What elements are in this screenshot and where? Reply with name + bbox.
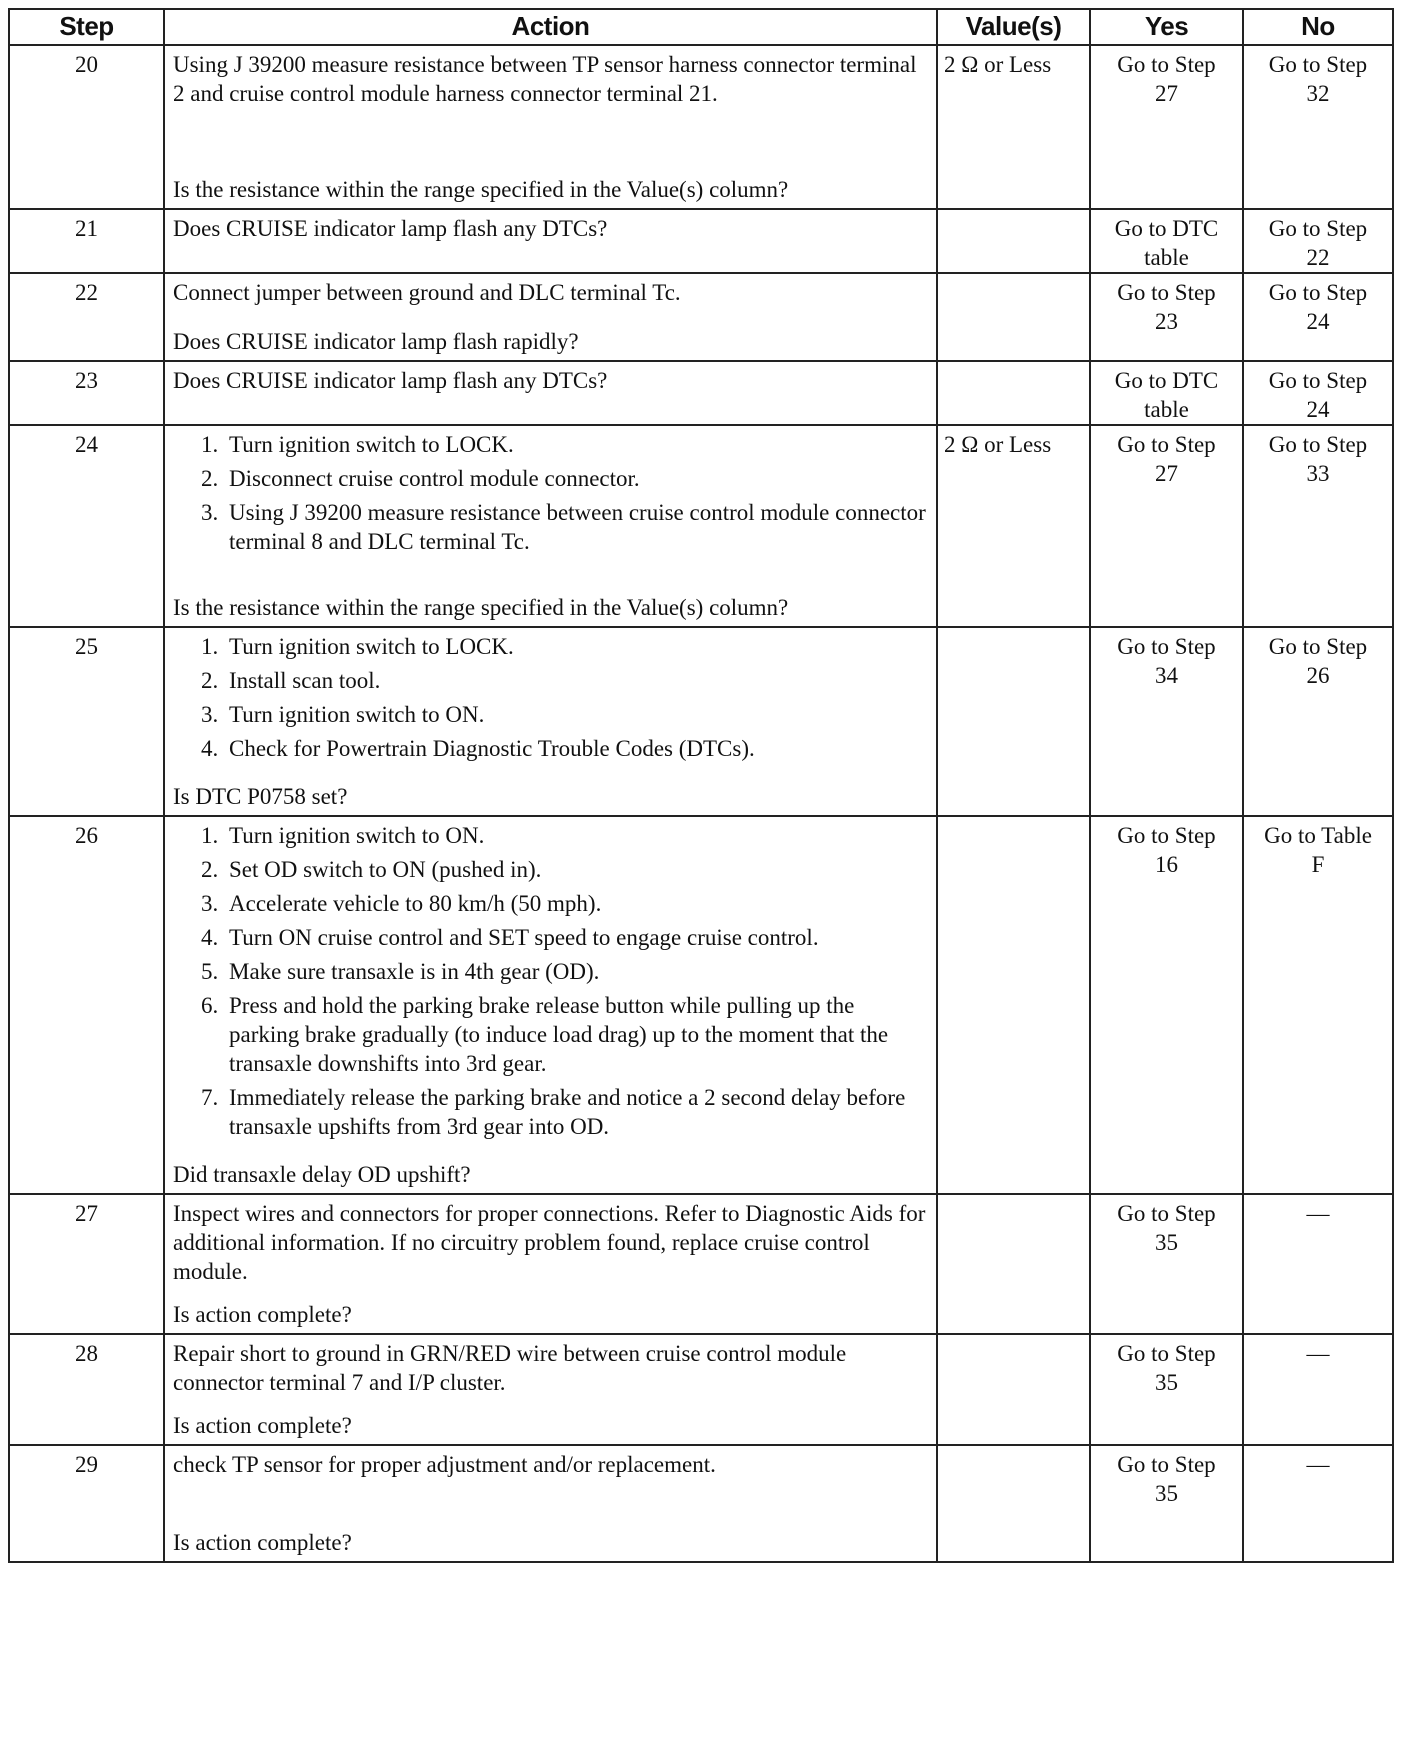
action-instruction: Inspect wires and connectors for proper connections. Refer to Diagnostic Aids for additional information. If no circuitry problem found, replace cruise control module. xyxy=(173,1201,926,1284)
no-result-line: — xyxy=(1306,1452,1330,1477)
yes-result-line: 23 xyxy=(1155,309,1178,334)
no-result-line: 26 xyxy=(1306,663,1330,688)
procedure-item-number: 1. xyxy=(201,823,219,848)
table-row xyxy=(9,425,1393,627)
value-cell xyxy=(937,1445,1090,1562)
procedure-item-number: 2. xyxy=(201,466,219,491)
no-result-line: Go to Step xyxy=(1268,280,1368,305)
header-action: Action xyxy=(164,9,937,45)
yes-result-line: 35 xyxy=(1155,1481,1178,1506)
no-result-cell xyxy=(1243,816,1393,1194)
procedure-item-number: 6. xyxy=(201,993,219,1018)
no-result-cell xyxy=(1243,627,1393,816)
no-result-cell xyxy=(1243,273,1393,361)
value-cell: 2 Ω or Less xyxy=(937,45,1090,209)
table-row xyxy=(9,209,1393,273)
procedure-item-text: Accelerate vehicle to 80 km/h (50 mph). xyxy=(229,891,602,916)
yes-result-cell xyxy=(1090,361,1243,425)
yes-result-cell xyxy=(1090,425,1243,627)
procedure-item-text: Disconnect cruise control module connector. xyxy=(229,466,640,491)
yes-result-line: Go to DTC xyxy=(1114,216,1219,241)
table-row xyxy=(9,816,1393,1194)
procedure-item xyxy=(201,923,930,952)
diagnostic-table xyxy=(8,8,1394,1563)
table-row xyxy=(9,273,1393,361)
no-result-line: Go to Step xyxy=(1268,634,1368,659)
no-result-line: F xyxy=(1311,852,1325,877)
table-row xyxy=(9,1445,1393,1562)
yes-result-cell xyxy=(1090,1334,1243,1445)
yes-result-line: Go to Step xyxy=(1117,634,1216,659)
yes-result-line: 35 xyxy=(1155,1370,1178,1395)
action-cell xyxy=(164,209,937,273)
action-question: Does CRUISE indicator lamp flash rapidly? xyxy=(173,329,579,354)
procedure-item-number: 7. xyxy=(201,1085,219,1110)
header-step: Step xyxy=(9,9,164,45)
procedure-item xyxy=(201,464,930,493)
table-row xyxy=(9,627,1393,816)
yes-result-cell xyxy=(1090,273,1243,361)
procedure-item xyxy=(201,821,930,850)
value-cell xyxy=(937,361,1090,425)
procedure-item xyxy=(201,666,930,695)
procedure-item-text: Press and hold the parking brake release button while pulling up the parking brake gradually (to induce load drag) up to the moment that the transaxle downshifts into 3rd gear. xyxy=(229,993,889,1076)
action-question: Is action complete? xyxy=(173,1413,352,1438)
step-number: 27 xyxy=(9,1194,164,1334)
procedure-item-number: 5. xyxy=(201,959,219,984)
procedure-item-text: Make sure transaxle is in 4th gear (OD). xyxy=(229,959,600,984)
no-result-line: Go to Step xyxy=(1268,52,1368,77)
yes-result-line: 35 xyxy=(1155,1230,1178,1255)
no-result-line: Go to Step xyxy=(1268,432,1368,457)
header-yes: Yes xyxy=(1090,9,1243,45)
value-cell xyxy=(937,1194,1090,1334)
action-cell xyxy=(164,1334,937,1445)
step-number: 21 xyxy=(9,209,164,273)
table-row xyxy=(9,45,1393,209)
yes-result-line: Go to Step xyxy=(1117,52,1216,77)
no-result-cell xyxy=(1243,1194,1393,1334)
action-instruction: Connect jumper between ground and DLC terminal Tc. xyxy=(173,280,681,305)
procedure-item-text: Using J 39200 measure resistance between cruise control module connector terminal 8 and DLC terminal Tc. xyxy=(229,500,926,554)
value-cell xyxy=(937,816,1090,1194)
no-result-line: Go to Step xyxy=(1268,216,1368,241)
procedure-item-text: Set OD switch to ON (pushed in). xyxy=(229,857,542,882)
value-cell xyxy=(937,1334,1090,1445)
action-cell xyxy=(164,816,937,1194)
yes-result-cell xyxy=(1090,209,1243,273)
no-result-cell xyxy=(1243,425,1393,627)
no-result-cell xyxy=(1243,1334,1393,1445)
procedure-list xyxy=(173,821,930,1141)
procedure-item-text: Turn ignition switch to ON. xyxy=(229,702,485,727)
procedure-item xyxy=(201,632,930,661)
no-result-line: 24 xyxy=(1306,397,1330,422)
yes-result-line: 27 xyxy=(1155,461,1178,486)
action-question: Is DTC P0758 set? xyxy=(173,784,348,809)
value-cell xyxy=(937,273,1090,361)
procedure-list xyxy=(173,430,930,556)
header-values: Value(s) xyxy=(937,9,1090,45)
action-cell xyxy=(164,1445,937,1562)
procedure-item-number: 4. xyxy=(201,925,219,950)
step-number: 26 xyxy=(9,816,164,1194)
yes-result-line: Go to Step xyxy=(1117,280,1216,305)
action-question: Is the resistance within the range specified in the Value(s) column? xyxy=(173,177,789,202)
step-number: 20 xyxy=(9,45,164,209)
step-number: 28 xyxy=(9,1334,164,1445)
yes-result-line: Go to Step xyxy=(1117,1201,1216,1226)
procedure-item xyxy=(201,430,930,459)
procedure-list xyxy=(173,632,930,763)
yes-result-line: 27 xyxy=(1155,81,1178,106)
yes-result-line: table xyxy=(1144,397,1189,422)
procedure-item-number: 2. xyxy=(201,668,219,693)
procedure-item-text: Turn ignition switch to LOCK. xyxy=(229,634,514,659)
action-question: Is the resistance within the range specified in the Value(s) column? xyxy=(173,595,789,620)
step-number: 24 xyxy=(9,425,164,627)
yes-result-cell xyxy=(1090,1194,1243,1334)
procedure-item-number: 3. xyxy=(201,891,219,916)
procedure-item-number: 1. xyxy=(201,634,219,659)
table-row xyxy=(9,1334,1393,1445)
procedure-item-text: Turn ignition switch to LOCK. xyxy=(229,432,514,457)
yes-result-cell xyxy=(1090,1445,1243,1562)
action-cell xyxy=(164,627,937,816)
action-cell xyxy=(164,1194,937,1334)
procedure-item-text: Immediately release the parking brake and notice a 2 second delay before transaxle upshifts from 3rd gear into OD. xyxy=(229,1085,906,1139)
table-row xyxy=(9,1194,1393,1334)
action-instruction: Repair short to ground in GRN/RED wire between cruise control module connector terminal 7 and I/P cluster. xyxy=(173,1341,847,1395)
yes-result-cell xyxy=(1090,627,1243,816)
action-cell xyxy=(164,361,937,425)
procedure-item xyxy=(201,734,930,763)
no-result-line: 22 xyxy=(1306,245,1330,270)
action-question: Did transaxle delay OD upshift? xyxy=(173,1162,471,1187)
diagnostic-table-page xyxy=(8,8,1392,1563)
yes-result-line: Go to Step xyxy=(1117,432,1216,457)
procedure-item-text: Turn ON cruise control and SET speed to engage cruise control. xyxy=(229,925,819,950)
table-header-row xyxy=(9,9,1393,45)
procedure-item-number: 3. xyxy=(201,500,219,525)
procedure-item-text: Check for Powertrain Diagnostic Trouble Codes (DTCs). xyxy=(229,736,755,761)
procedure-item xyxy=(201,889,930,918)
value-cell: 2 Ω or Less xyxy=(937,425,1090,627)
value-cell xyxy=(937,627,1090,816)
procedure-item-text: Turn ignition switch to ON. xyxy=(229,823,485,848)
action-cell xyxy=(164,45,937,209)
yes-result-line: Go to DTC xyxy=(1114,368,1219,393)
no-result-cell xyxy=(1243,45,1393,209)
step-number: 29 xyxy=(9,1445,164,1562)
procedure-item xyxy=(201,1083,930,1141)
procedure-item-number: 2. xyxy=(201,857,219,882)
yes-result-line: 16 xyxy=(1155,852,1178,877)
action-question: Is action complete? xyxy=(173,1530,352,1555)
no-result-line: 32 xyxy=(1306,81,1330,106)
step-number: 22 xyxy=(9,273,164,361)
header-no: No xyxy=(1243,9,1393,45)
no-result-line: 24 xyxy=(1306,309,1330,334)
procedure-item xyxy=(201,957,930,986)
value-cell xyxy=(937,209,1090,273)
yes-result-cell xyxy=(1090,45,1243,209)
no-result-cell xyxy=(1243,1445,1393,1562)
table-body xyxy=(9,45,1393,1562)
yes-result-line: Go to Step xyxy=(1117,1341,1216,1366)
yes-result-line: table xyxy=(1144,245,1189,270)
no-result-cell xyxy=(1243,361,1393,425)
action-question: Does CRUISE indicator lamp flash any DTCs? xyxy=(173,368,608,393)
procedure-item-number: 4. xyxy=(201,736,219,761)
table-row xyxy=(9,361,1393,425)
no-result-line: — xyxy=(1306,1201,1330,1226)
action-instruction: Using J 39200 measure resistance between TP sensor harness connector terminal 2 and cruise control module harness connector terminal 21. xyxy=(173,52,917,106)
procedure-item-number: 1. xyxy=(201,432,219,457)
yes-result-line: Go to Step xyxy=(1117,823,1216,848)
no-result-cell xyxy=(1243,209,1393,273)
no-result-line: Go to Table xyxy=(1264,823,1372,848)
action-question: Does CRUISE indicator lamp flash any DTCs? xyxy=(173,216,608,241)
yes-result-line: Go to Step xyxy=(1117,1452,1216,1477)
procedure-item xyxy=(201,498,930,556)
no-result-line: — xyxy=(1306,1341,1330,1366)
step-number: 25 xyxy=(9,627,164,816)
yes-result-line: 34 xyxy=(1155,663,1178,688)
procedure-item xyxy=(201,700,930,729)
procedure-item-number: 3. xyxy=(201,702,219,727)
yes-result-cell xyxy=(1090,816,1243,1194)
action-cell xyxy=(164,273,937,361)
step-number: 23 xyxy=(9,361,164,425)
no-result-line: 33 xyxy=(1306,461,1330,486)
procedure-item-text: Install scan tool. xyxy=(229,668,381,693)
no-result-line: Go to Step xyxy=(1268,368,1368,393)
procedure-item xyxy=(201,991,930,1078)
procedure-item xyxy=(201,855,930,884)
action-question: Is action complete? xyxy=(173,1302,352,1327)
action-cell xyxy=(164,425,937,627)
action-instruction: check TP sensor for proper adjustment and/or replacement. xyxy=(173,1452,716,1477)
